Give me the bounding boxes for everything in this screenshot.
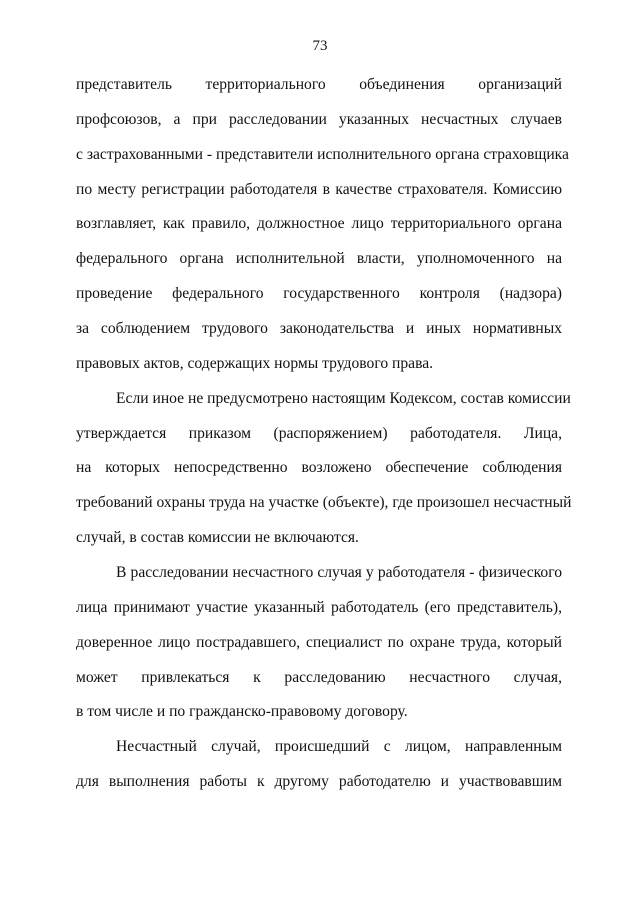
paragraph-1-line: проведение федерального государственного контроля (надзора) <box>76 285 562 302</box>
paragraph-2-line: на которых непосредственно возложено обеспечение соблюдения <box>76 459 562 476</box>
paragraph-4-line: Несчастный случай, происшедший с лицом, направленным <box>116 738 562 755</box>
page-number: 73 <box>312 38 328 54</box>
paragraph-1-line: с застрахованными - представители исполнительного органа страховщика <box>76 146 569 163</box>
paragraph-3-line: может привлекаться к расследованию несчастного случая, <box>76 669 562 686</box>
paragraph-1-line: возглавляет, как правило, должностное лицо территориального органа <box>76 215 562 232</box>
paragraph-1-line: за соблюдением трудового законодательства и иных нормативных <box>76 320 562 337</box>
paragraph-1-line: представитель территориального объединения организаций <box>76 76 562 93</box>
paragraph-1-line: правовых актов, содержащих нормы трудового права. <box>76 355 434 372</box>
paragraph-1-line: по месту регистрации работодателя в качестве страхователя. Комиссию <box>76 181 562 198</box>
paragraph-3-line: лица принимают участие указанный работодатель (его представитель), <box>76 599 562 616</box>
paragraph-2-line: случай, в состав комиссии не включаются. <box>76 529 359 546</box>
paragraph-3-line: В расследовании несчастного случая у работодателя - физического <box>116 564 562 581</box>
paragraph-1-line: федерального органа исполнительной власти, уполномоченного на <box>76 250 562 267</box>
paragraph-3-line: доверенное лицо пострадавшего, специалист по охране труда, который <box>76 634 562 651</box>
paragraph-2-line: требований охраны труда на участке (объекте), где произошел несчастный <box>76 494 572 511</box>
paragraph-4-line: для выполнения работы к другому работодателю и участвовавшим <box>76 773 562 790</box>
paragraph-1-line: профсоюзов, а при расследовании указанных несчастных случаев <box>76 111 562 128</box>
paragraph-3-line: в том числе и по гражданско-правовому договору. <box>76 703 408 720</box>
paragraph-2-line: утверждается приказом (распоряжением) работодателя. Лица, <box>76 425 562 442</box>
paragraph-2-line: Если иное не предусмотрено настоящим Кодексом, состав комиссии <box>116 390 571 407</box>
